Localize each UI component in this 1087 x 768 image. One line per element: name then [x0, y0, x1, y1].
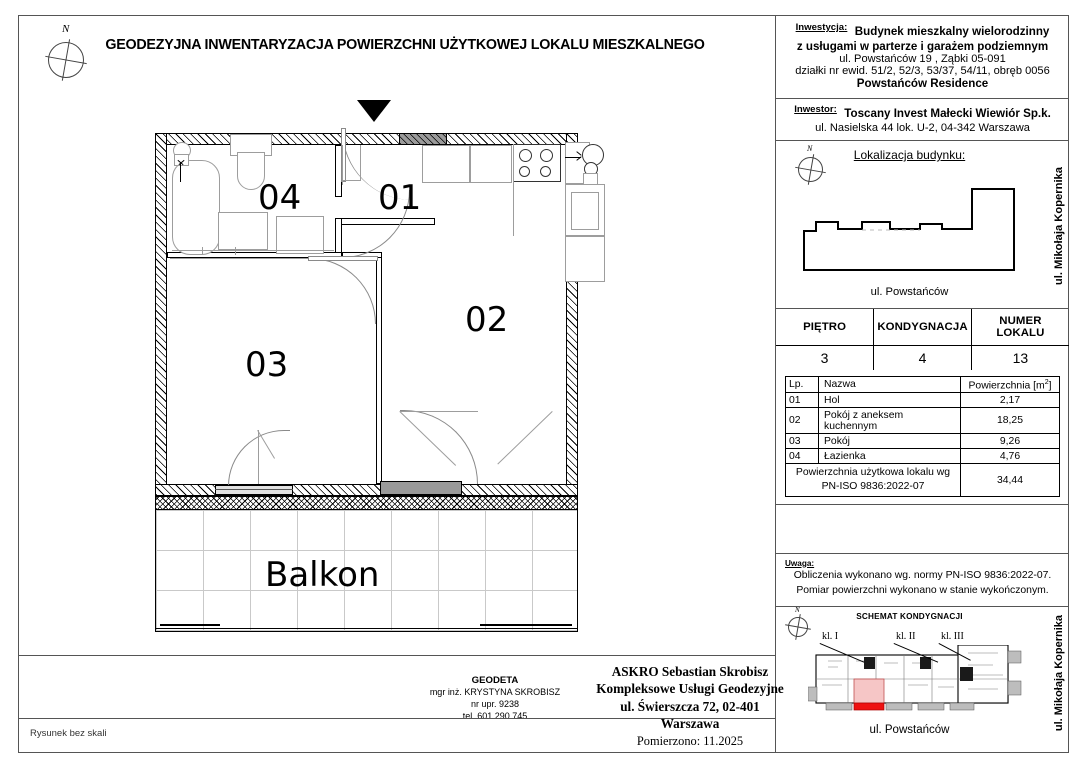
page-title: GEODEZYJNA INWENTARYZACJA POWIERZCHNI UŻYTKOWEJ LOKALU MIESZKALNEGO: [105, 37, 705, 53]
room-label-02: 02: [465, 300, 509, 340]
schematic-north-label: N: [795, 606, 800, 614]
schematic-floor-outline: [808, 645, 1024, 715]
row-area: 4,76: [961, 449, 1060, 464]
investor-line1: Toscany Invest Małecki Wiewiór Sp.k.: [844, 107, 1051, 120]
investment-line5: Powstańców Residence: [856, 77, 989, 90]
balcony-door-room02: [380, 481, 462, 495]
rooms-table-section: [776, 376, 1069, 505]
value-numer-lokalu: 13: [971, 346, 1069, 371]
north-label: N: [62, 23, 70, 35]
kitchen-counter-2: [470, 145, 512, 183]
balcony-insulation-layer: [155, 496, 578, 510]
investor-section: [776, 99, 1069, 141]
location-north-icon: [798, 144, 823, 182]
door-swing-balcony-room03: [228, 430, 290, 486]
row-lp: 03: [786, 434, 819, 449]
summary-table-value-row: [776, 346, 1069, 371]
company-line3: ul. Świerszcza 72, 02-401 Warszawa: [620, 698, 760, 732]
company-line1: ASKRO Sebastian Skrobisz: [611, 664, 769, 679]
company-measured-date: Pomierzono: 11.2025: [636, 733, 744, 748]
investor-label: Inwestor:: [794, 104, 837, 115]
notes-section: [776, 553, 1069, 607]
location-street-right: ul. Mikołaja Kopernika: [1053, 167, 1065, 286]
row-area: 2,17: [961, 393, 1060, 408]
schematic-staircase-3: kl. III: [941, 630, 964, 642]
rooms-header-lp: Lp.: [786, 377, 819, 393]
surveyor-phone: tel. 601 290 745: [462, 710, 528, 721]
window-room03: [215, 485, 293, 495]
schematic-staircase-2: kl. II: [896, 630, 916, 642]
schematic-north-icon: [788, 606, 808, 637]
row-lp: 01: [786, 393, 819, 408]
row-name: Pokój: [819, 434, 961, 449]
notes-line1: Obliczenia wykonano wg. normy PN-ISO 9836:2022-07.: [793, 569, 1052, 581]
surveyor-license: nr upr. 9238: [470, 699, 520, 710]
rooms-table-header-row: [786, 377, 1060, 393]
schematic-street-bottom: ul. Powstańców: [869, 723, 950, 736]
footer-bottom-divider: [18, 718, 775, 719]
room-label-01: 01: [378, 178, 422, 218]
row-name: Pokój z aneksem kuchennym: [819, 408, 961, 434]
room-label-03: 03: [245, 345, 289, 385]
company-block: [590, 663, 790, 749]
room-label-balcony: Balkon: [265, 555, 380, 595]
surveyor-title: GEODETA: [471, 675, 519, 686]
value-kondygnacja: 4: [874, 346, 972, 371]
header-numer-lokalu: NUMER LOKALU: [971, 309, 1069, 346]
table-row: [786, 449, 1060, 464]
investment-section: [776, 15, 1069, 99]
rooms-header-nazwa: Nazwa: [819, 377, 961, 393]
table-row: [786, 434, 1060, 449]
investment-line2: z usługami w parterze i garażem podziemnym: [796, 40, 1049, 53]
company-line2: Kompleksowe Usługi Geodezyjne: [596, 681, 784, 697]
header-kondygnacja: KONDYGNACJA: [874, 309, 972, 346]
table-row: [786, 393, 1060, 408]
location-title: Lokalizacja budynku:: [853, 148, 966, 162]
header-pietro: PIĘTRO: [776, 309, 874, 346]
row-name: Łazienka: [819, 449, 961, 464]
rooms-table: [785, 376, 1060, 497]
notes-line2: Pomiar powierzchni wykonano w stanie wykończonym.: [796, 584, 1049, 596]
total-value: 34,44: [961, 464, 1060, 496]
investor-line2: ul. Nasielska 44 lok. U-2, 04-342 Warszawa: [815, 122, 1030, 134]
table-row: [786, 408, 1060, 434]
notes-label: Uwaga:: [785, 558, 815, 568]
rooms-table-total-row: [786, 464, 1060, 496]
investment-line1: Budynek mieszkalny wielorodzinny: [854, 25, 1050, 38]
surveyor-name: mgr inż. KRYSTYNA SKROBISZ: [429, 687, 561, 698]
scale-note: Rysunek bez skali: [30, 728, 107, 739]
building-footprint-diagram: [802, 183, 1024, 278]
entrance-marker-icon: [357, 100, 391, 122]
investment-line3: ul. Powstańców 19 , Ząbki 05-091: [839, 53, 1006, 65]
wall-left: [155, 133, 167, 496]
floor-schematic-section: [776, 607, 1069, 740]
door-swing-room03: [310, 258, 376, 324]
row-area: 18,25: [961, 408, 1060, 434]
floor-plan-drawing: [110, 100, 710, 660]
panel-spacer: [776, 505, 1069, 553]
wall-partition-room03-room02: [376, 252, 382, 484]
footer-divider: [18, 655, 775, 656]
washing-machine-icon: [276, 216, 324, 254]
surveyor-block: [400, 675, 590, 723]
room-label-04: 04: [258, 178, 302, 218]
schematic-staircase-1: kl. I: [822, 630, 839, 642]
value-pietro: 3: [776, 346, 874, 371]
schematic-street-right: ul. Mikołaja Kopernika: [1053, 614, 1065, 731]
row-area: 9,26: [961, 434, 1060, 449]
investment-label: Inwestycja:: [795, 22, 848, 33]
summary-table: [776, 309, 1069, 370]
door-swing-balcony-room02: [400, 410, 478, 484]
kitchen-cabinet-icon: [565, 236, 605, 282]
row-lp: 04: [786, 449, 819, 464]
summary-table-header-row: [776, 309, 1069, 346]
row-lp: 02: [786, 408, 819, 434]
kitchen-counter-1: [422, 145, 470, 183]
row-name: Hol: [819, 393, 961, 408]
total-label: Powierzchnia użytkowa lokalu wg PN-ISO 9836:2022-07: [786, 464, 961, 496]
location-street-bottom: ul. Powstańców: [870, 286, 949, 298]
highlighted-unit: [854, 679, 884, 703]
highlighted-unit-balcony: [854, 703, 884, 710]
rooms-header-powierzchnia: Powierzchnia $[m^2]$: [961, 377, 1060, 393]
schematic-title: SCHEMAT KONDYGNACJI: [856, 611, 963, 621]
location-north-label: N: [807, 144, 813, 153]
investment-line4: działki nr ewid. 51/2, 52/3, 53/37, 54/11, obręb 0056: [795, 65, 1050, 77]
location-section: [776, 141, 1069, 309]
title-block-panel: [775, 15, 1069, 753]
